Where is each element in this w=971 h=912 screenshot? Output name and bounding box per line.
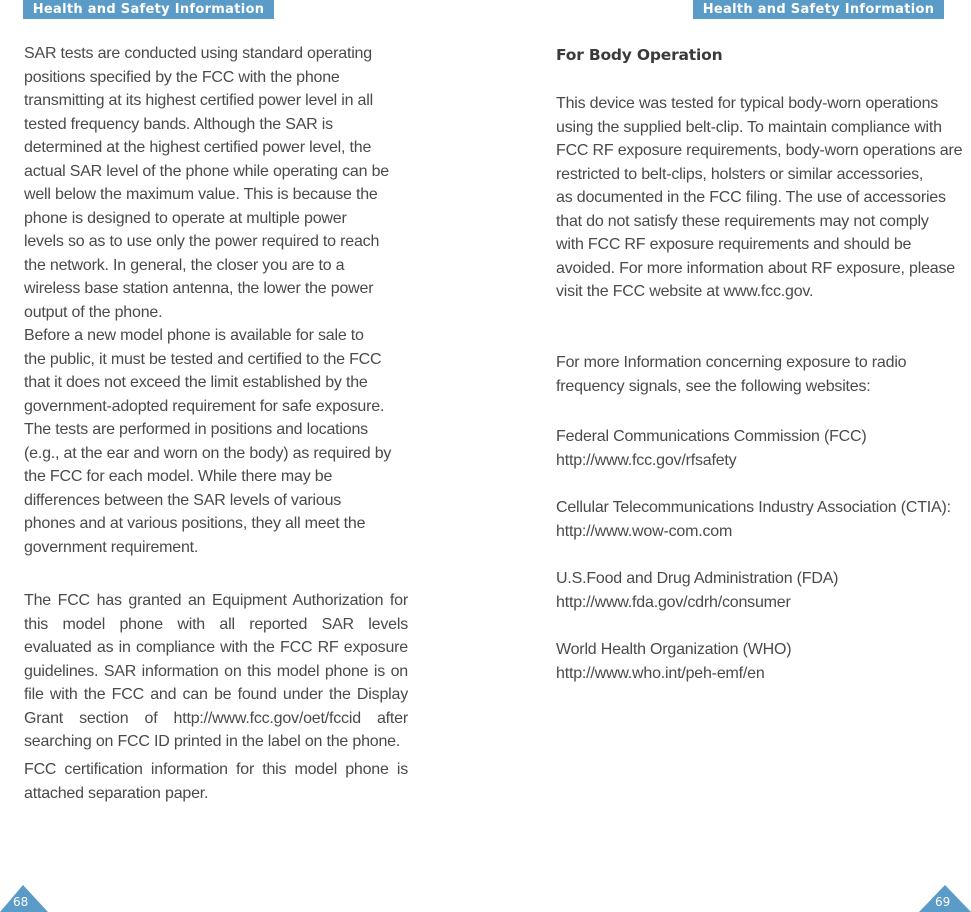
page-number-left-marker [0, 882, 50, 912]
page-number-right-marker [919, 882, 971, 912]
website-name: Federal Communications Commission (FCC) [556, 428, 867, 445]
website-name: Cellular Telecommunications Industry Association (CTIA): [556, 499, 951, 516]
page-number-left: 68 [13, 895, 29, 909]
body-operation-heading: For Body Operation [556, 46, 723, 64]
section-header-left: Health and Safety Information [23, 0, 274, 19]
website-name: World Health Organization (WHO) [556, 641, 792, 658]
section-header-right: Health and Safety Information [693, 0, 944, 19]
website-url[interactable]: http://www.fda.gov/cdrh/consumer [556, 593, 791, 611]
fcc-certification-paragraph: FCC certification information for this model phone is attached separation paper. [24, 761, 408, 802]
equipment-authorization-paragraph: The FCC has granted an Equipment Authorization for this model phone with all reported SAR levels evaluated as in compliance with the FCC RF exposure guidelines. SAR information on this model phone is on file with the FCC and can be found under the Display Grant section of http://www.fcc.gov/oet/fccid after searching on FCC ID printed in the label on the phone. [24, 592, 408, 750]
website-entry-ctia [556, 496, 970, 543]
more-info-paragraph: For more Information concerning exposure to radio frequency signals, see the following websites: [556, 354, 907, 395]
website-entry-fda [556, 567, 970, 614]
website-entry-who [556, 638, 970, 685]
page-number-right: 69 [935, 895, 951, 909]
website-url[interactable]: http://www.fcc.gov/rfsafety [556, 451, 737, 469]
website-name: U.S.Food and Drug Administration (FDA) [556, 570, 839, 587]
sar-tests-paragraph: SAR tests are conducted using standard operating positions specified by the FCC with the phone transmitting at its highest certified power level in all tested frequency bands. Although the SAR is determined at the highest certified power level, the actual SAR level of the phone while operating can be well below the maximum value. This is because the phone is designed to operate at multiple power levels so as to use only the power required to reach the network. In general, the closer you are to a wireless base station antenna, the lower the power output of the phone. Before a new model phone is available for sale to the public, it must be tested and certified to the FCC that it does not exceed the limit established by the government-adopted requirement for safe exposure. The tests are performed in positions and locations (e.g., at the ear and worn on the body) as required by the FCC for each model. While there may be differences between the SAR levels of various phones and at various positions, they all meet the government requirement. [24, 45, 392, 556]
website-url[interactable]: http://www.who.int/peh-emf/en [556, 664, 765, 682]
website-url[interactable]: http://www.wow-com.com [556, 522, 733, 540]
body-operation-paragraph: This device was tested for typical body-worn operations using the supplied belt-clip. To maintain compliance with FCC RF exposure requirements, body-worn operations are restricted to belt-clips, holsters or similar accessories, as documented in the FCC filing. The use of accessories that do not satisfy these requirements may not comply with FCC RF exposure requirements and should be avoided. For more information about RF exposure, please visit the FCC website at www.fcc.gov. [556, 95, 963, 300]
website-entry-fcc [556, 425, 970, 472]
